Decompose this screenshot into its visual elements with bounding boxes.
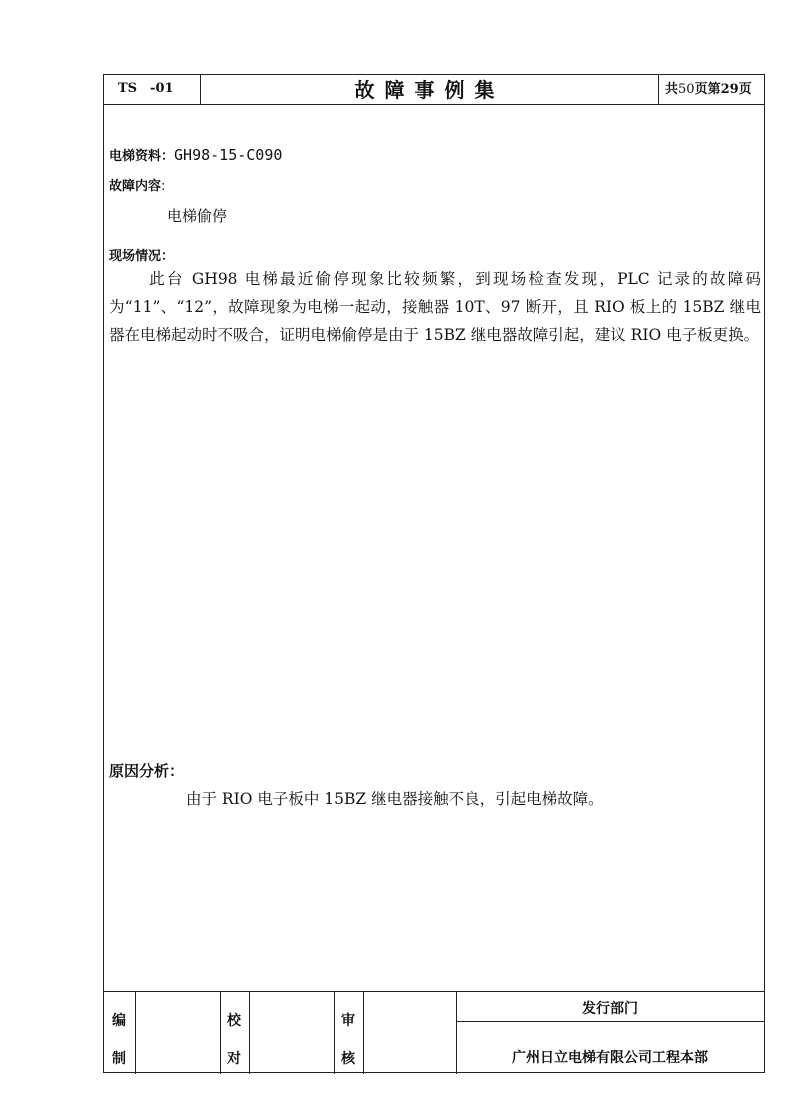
- site-label: 现场情况：: [109, 249, 175, 264]
- compile-char-1: 编: [112, 1013, 126, 1029]
- fault-label: 故障内容: [109, 179, 162, 194]
- cause-label: 原因分析：: [109, 762, 185, 780]
- signoff-table: [104, 991, 764, 1074]
- cause-text: 由于 RIO 电子板中 15BZ 继电器接触不良，引起电梯故障。: [186, 790, 604, 808]
- elevator-label: 电梯资料：: [109, 149, 175, 164]
- dept-name: 广州日立电梯有限公司工程本部: [512, 1050, 708, 1066]
- check-char-1: 校: [227, 1013, 241, 1029]
- divider: [334, 992, 335, 1074]
- dept-divider: [456, 1021, 764, 1022]
- total-pages: 50: [678, 82, 695, 97]
- divider: [135, 992, 136, 1074]
- fault-label-colon: :: [161, 179, 166, 194]
- divider: [363, 992, 364, 1074]
- fault-label-line: [109, 175, 165, 194]
- site-description: [109, 265, 761, 349]
- document-frame: [103, 74, 765, 1073]
- review-char-2: 核: [341, 1051, 355, 1067]
- compile-char-2: 制: [112, 1051, 126, 1067]
- header-row: [104, 75, 764, 105]
- elevator-info: [109, 145, 282, 164]
- check-char-2: 对: [227, 1051, 241, 1067]
- document-code: TS -01: [104, 75, 201, 104]
- page-indicator: [659, 75, 766, 104]
- pages-prefix: 共: [665, 82, 679, 97]
- pages-mid: 页第: [694, 82, 721, 97]
- fault-content: 电梯偷停: [167, 207, 228, 225]
- site-text: 此台 GH98 电梯最近偷停现象比较频繁，到现场检查发现，PLC 记录的故障码为“11”、“12”，故障现象为电梯一起动，接触器 10T、97 断开，且 RIO 板上的 15BZ 继电器在电梯起动时不吸合，证明电梯偷停是由于 15BZ 继电器故障引起，建议 RIO 电子板更换。: [109, 270, 761, 344]
- current-page: 29: [720, 82, 739, 97]
- pages-suffix: 页: [738, 82, 752, 97]
- document-title: 故障事例集: [201, 75, 659, 104]
- dept-title: 发行部门: [582, 1001, 638, 1017]
- review-char-1: 审: [341, 1013, 355, 1029]
- elevator-model: GH98-15-C090: [174, 146, 283, 164]
- divider: [249, 992, 250, 1074]
- divider: [220, 992, 221, 1074]
